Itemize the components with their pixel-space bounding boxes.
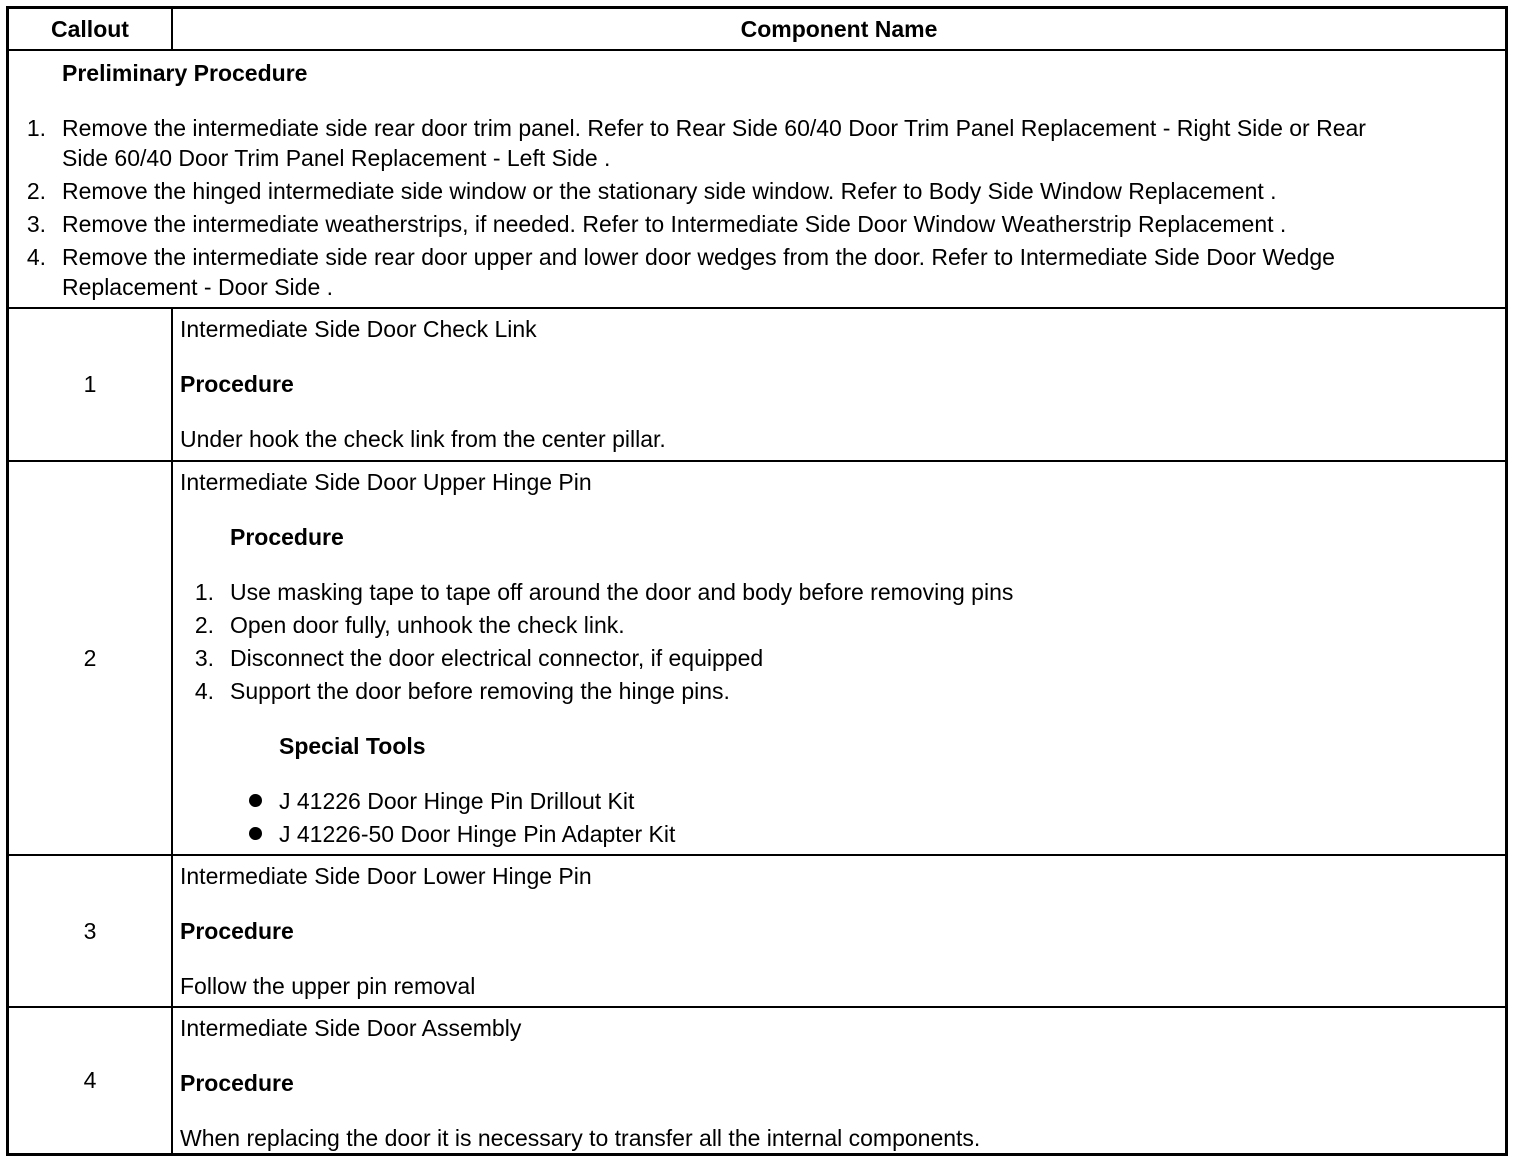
preliminary-step-number: 3. — [26, 211, 46, 237]
callout-cell — [9, 1008, 171, 1153]
special-tool-item: J 41226-50 Door Hinge Pin Adapter Kit — [279, 821, 676, 847]
component-cell — [173, 309, 1505, 460]
table-row — [9, 854, 1505, 1006]
callout-header — [9, 9, 171, 49]
procedure-step-text: Support the door before removing the hinge pins. — [230, 678, 730, 704]
procedure-table — [6, 6, 1508, 1156]
table-row — [9, 307, 1505, 460]
procedure-step-text: Disconnect the door electrical connector, if equipped — [230, 645, 764, 671]
preliminary-step-number: 4. — [26, 244, 46, 270]
procedure-step-number: 2. — [194, 612, 214, 638]
bullet-icon — [249, 827, 262, 840]
component-header-label: Component Name — [740, 15, 938, 42]
preliminary-step-text: Side 60/40 Door Trim Panel Replacement - Left Side . — [62, 145, 611, 171]
preliminary-step-number: 2. — [26, 178, 46, 204]
preliminary-title: Preliminary Procedure — [62, 60, 308, 86]
component-header — [173, 9, 1505, 49]
procedure-text: Follow the upper pin removal — [180, 973, 476, 999]
callout-header-label: Callout — [51, 15, 129, 42]
preliminary-step-text: Remove the hinged intermediate side window or the stationary side window. Refer to Body Side Window Replacement . — [62, 178, 1277, 204]
procedure-step-text: Open door fully, unhook the check link. — [230, 612, 625, 638]
callout-number: 4 — [83, 1067, 97, 1093]
procedure-label: Procedure — [180, 1070, 294, 1096]
procedure-text: When replacing the door it is necessary to transfer all the internal components. — [180, 1125, 981, 1151]
preliminary-step-text: Remove the intermediate side rear door trim panel. Refer to Rear Side 60/40 Door Trim Panel Replacement - Right Side or Rear — [62, 115, 1366, 141]
callout-number: 2 — [83, 644, 97, 671]
procedure-step-number: 1. — [194, 579, 214, 605]
callout-cell — [9, 309, 171, 460]
bullet-icon — [249, 794, 262, 807]
component-name: Intermediate Side Door Lower Hinge Pin — [180, 863, 592, 889]
component-name: Intermediate Side Door Upper Hinge Pin — [180, 469, 592, 495]
callout-cell — [9, 856, 171, 1006]
procedure-label: Procedure — [180, 371, 294, 397]
component-name: Intermediate Side Door Assembly — [180, 1015, 522, 1041]
procedure-label: Procedure — [180, 918, 294, 944]
table-row — [9, 1006, 1505, 1153]
callout-number: 1 — [83, 371, 97, 397]
component-cell — [173, 856, 1505, 1006]
preliminary-step-text: Remove the intermediate side rear door upper and lower door wedges from the door. Refer to Intermediate Side Door Wedge — [62, 244, 1335, 270]
procedure-step-number: 4. — [194, 678, 214, 704]
table-row — [9, 460, 1505, 854]
component-name: Intermediate Side Door Check Link — [180, 316, 537, 342]
component-cell — [173, 462, 1505, 854]
special-tools-label: Special Tools — [279, 733, 426, 759]
procedure-step-number: 3. — [194, 645, 214, 671]
component-cell — [173, 1008, 1505, 1153]
preliminary-step-text: Replacement - Door Side . — [62, 274, 334, 300]
procedure-step-text: Use masking tape to tape off around the door and body before removing pins — [230, 579, 1014, 605]
callout-cell — [9, 462, 171, 854]
preliminary-row — [9, 49, 1505, 307]
callout-number: 3 — [83, 917, 97, 944]
preliminary-step-number: 1. — [26, 115, 46, 141]
procedure-text: Under hook the check link from the center pillar. — [180, 426, 666, 452]
preliminary-step-text: Remove the intermediate weatherstrips, if needed. Refer to Intermediate Side Door Window Weatherstrip Replacement . — [62, 211, 1287, 237]
table-header-row — [9, 9, 1505, 49]
procedure-label: Procedure — [230, 524, 344, 550]
special-tool-item: J 41226 Door Hinge Pin Drillout Kit — [279, 788, 635, 814]
